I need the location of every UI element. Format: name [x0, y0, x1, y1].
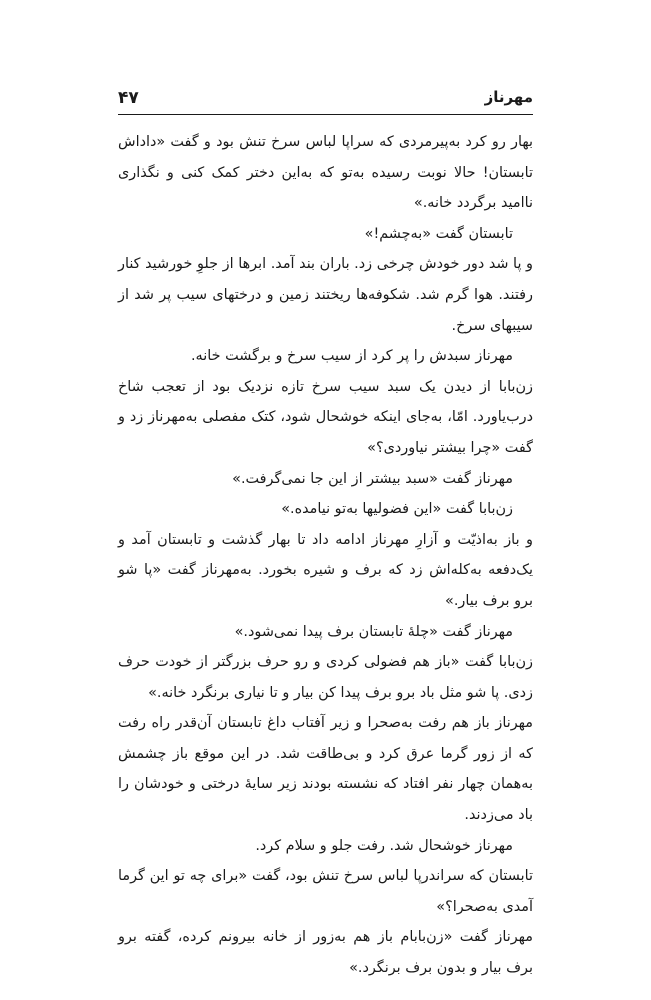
paragraph: مهرناز سبدش را پر کرد از سیب سرخ و برگشت خانه.	[190, 348, 513, 365]
paragraph: زن‌بابا گفت «باز هم فضولی کردی و رو حرف بزرگتر از خودت حرف زدی. پا شو مثل باد برو برف پیدا کن بیار و تا نیاری برنگرد خانه.»	[118, 654, 533, 701]
paragraph: و پا شد دور خودش چرخی زد. باران بند آمد. ابرها از جلوِ خورشید کنار رفتند. هوا گرم شد. شکوفه‌ها ریختند زمین و درختهای سیب پر شد از سیبهای سرخ.	[118, 256, 533, 334]
paragraph: تابستان گفت «به‌چشم!»	[364, 225, 513, 242]
paragraph: و باز به‌اذیّت و آزارِ مهرناز ادامه داد تا بهار گذشت و تابستان آمد و یک‌دفعه به‌کله‌اش زد که برف و شیره بخورد. به‌مهرناز گفت «پا شو برو برف بیار.»	[118, 531, 533, 609]
paragraph: مهرناز گفت «زن‌بابام باز هم به‌زور از خانه بیرونم کرده، گفته برو برف بیار و بدون برف برنگرد.»	[118, 929, 533, 977]
page-header	[118, 88, 533, 112]
paragraph: تابستان که سراندرپا لباس سرخ تنش بود، گفت «برای چه تو این گرما آمدی به‌صحرا؟»	[118, 868, 533, 915]
body-text	[118, 127, 533, 984]
paragraph: مهرناز باز هم رفت به‌صحرا و زیر آفتاب داغ تابستان آن‌قدر راه رفت که از زور گرما عرق کرد و بی‌طاقت شد. در این موقع باز چشمش به‌همان چهار نفر افتاد که نشسته بودند زیر سایهٔ درختی و خودشان را باد می‌زدند.	[118, 715, 533, 824]
paragraph: مهرناز گفت «چلهٔ تابستان برف پیدا نمی‌شود.»	[234, 623, 513, 640]
running-title: مهرناز	[484, 88, 533, 106]
header-rule	[118, 114, 533, 115]
paragraph: زن‌بابا از دیدن یک سبد سیب سرخ تازه نزدیک بود از تعجب شاخ درب‌یاورد. امّا، به‌جای اینکه خوشحال شود، کتک مفصلی به‌مهرناز زد و گفت «چرا بیشتر نیاوردی؟»	[118, 378, 533, 456]
paragraph: زن‌بابا گفت «این فضولیها به‌تو نیامده.»	[281, 501, 513, 518]
paragraph: مهرناز خوشحال شد. رفت جلو و سلام کرد.	[255, 837, 513, 854]
paragraph: مهرناز گفت «سبد بیشتر از این جا نمی‌گرفت.»	[232, 470, 513, 487]
paragraph: بهار رو کرد به‌پیرمردی که سراپا لباس سرخ تنش بود و گفت «داداش تابستان! حالا نوبت رسیده به‌تو که به‌این دختر کمک کنی و نگذاری ناامید برگردد خانه.»	[118, 134, 533, 212]
page-number: ۴۷	[118, 88, 139, 108]
